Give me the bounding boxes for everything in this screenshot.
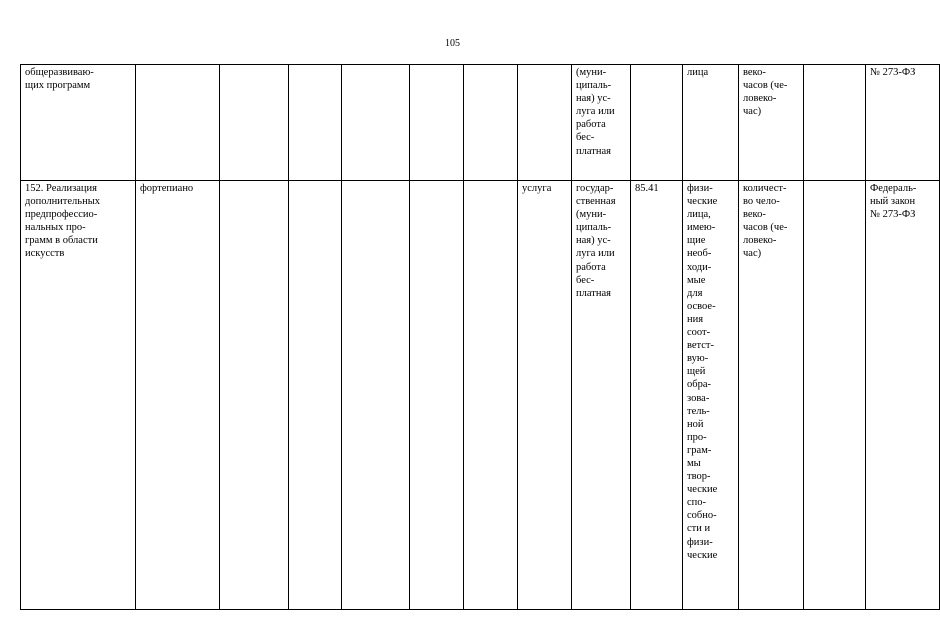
cell-empty [289, 181, 342, 610]
cell-service-type: государ- ственная (муни- ципаль- ная) ус- луга или работа бес- платная [572, 181, 631, 610]
cell-code [631, 65, 683, 181]
cell-unit: количест- во чело- веко- часов (че- ловеко- час) [739, 181, 804, 610]
cell-service-name: 152. Реализация дополнительных предпрофессио- нальных про- грамм в области искусств [21, 181, 136, 610]
services-table [20, 64, 940, 610]
cell-law: Федераль- ный закон № 273-ФЗ [866, 181, 940, 610]
cell-empty [464, 65, 518, 181]
cell-empty [804, 65, 866, 181]
cell-law: № 273-ФЗ [866, 65, 940, 181]
cell-recipients: лица [683, 65, 739, 181]
cell-recipients: физи- ческие лица, имею- щие необ- ходи- мые для освое- ния соот- ветст- вую- щей обра- зова- тель- ной про- грам- мы твор- ческие спо- собно- сти и физи- ческие [683, 181, 739, 610]
cell-empty [410, 181, 464, 610]
cell-empty [410, 65, 464, 181]
cell-empty [342, 65, 410, 181]
cell-program [136, 65, 220, 181]
table-row [21, 181, 940, 610]
cell-unit: веко- часов (че- ловеко- час) [739, 65, 804, 181]
page-number: 105 [445, 38, 460, 49]
cell-kind: услуга [518, 181, 572, 610]
cell-empty [220, 65, 289, 181]
cell-kind [518, 65, 572, 181]
cell-service-name: общеразвиваю- щих программ [21, 65, 136, 181]
cell-empty [220, 181, 289, 610]
cell-program: фортепиано [136, 181, 220, 610]
cell-empty [804, 181, 866, 610]
cell-empty [342, 181, 410, 610]
cell-empty [289, 65, 342, 181]
cell-code: 85.41 [631, 181, 683, 610]
cell-empty [464, 181, 518, 610]
cell-service-type: (муни- ципаль- ная) ус- луга или работа бес- платная [572, 65, 631, 181]
table-row [21, 65, 940, 181]
